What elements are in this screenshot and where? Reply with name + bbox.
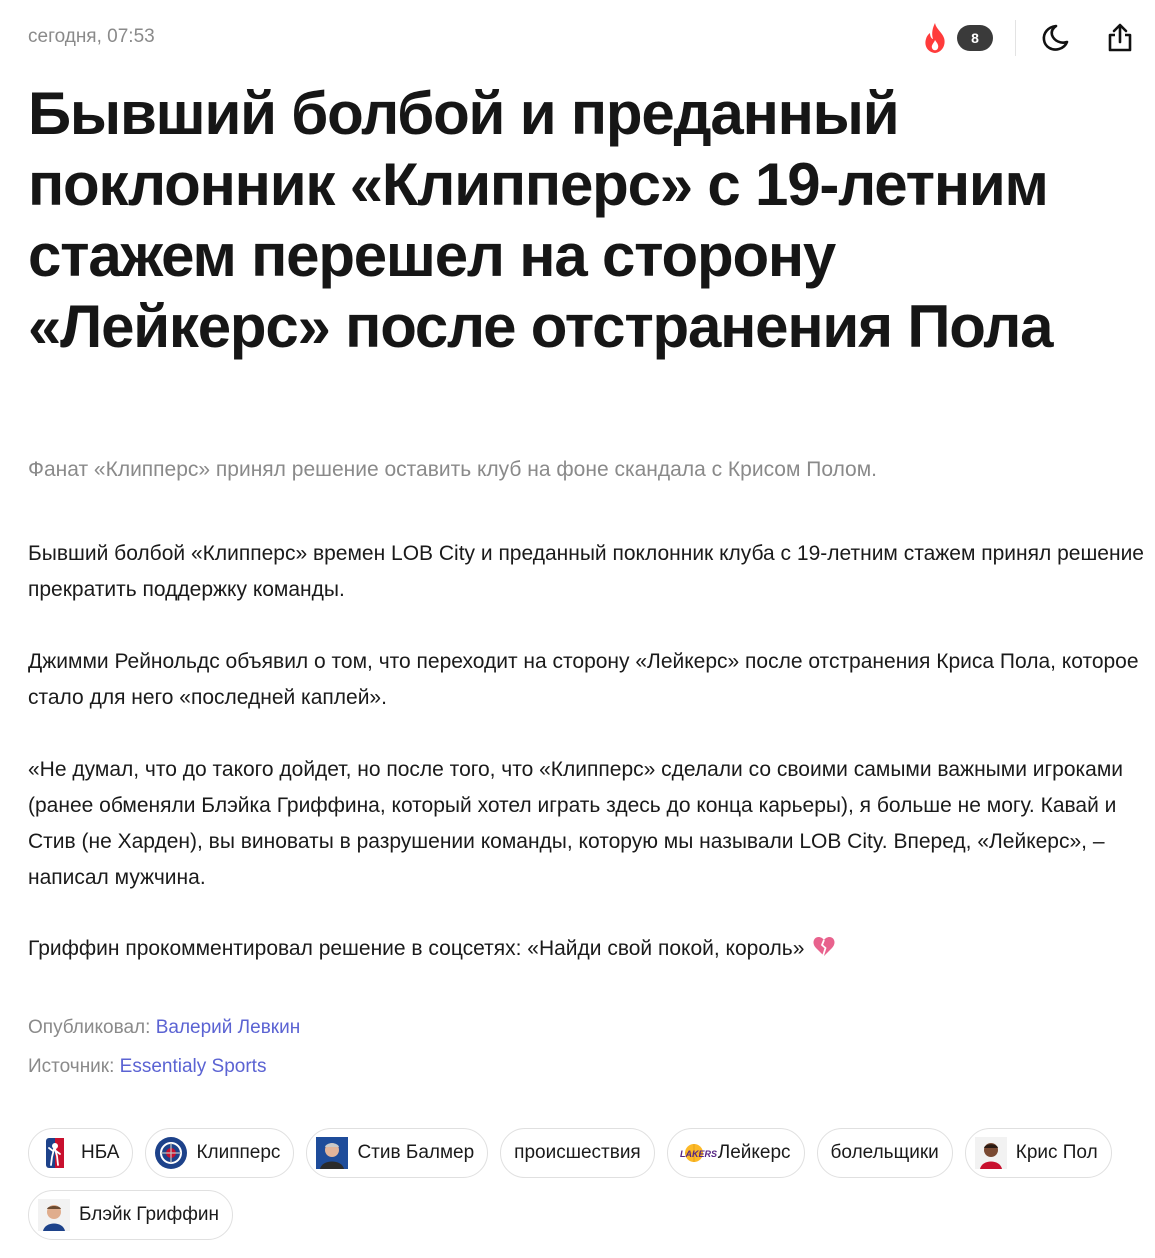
person-avatar-icon bbox=[316, 1137, 348, 1169]
person-avatar-icon bbox=[38, 1199, 70, 1231]
article-paragraph-text: Гриффин прокомментировал решение в соцсетях: «Найди свой покой, король» bbox=[28, 937, 805, 960]
svg-text:LAKERS: LAKERS bbox=[679, 1149, 717, 1159]
dark-mode-button[interactable] bbox=[1036, 20, 1072, 56]
tag-blake-griffin[interactable] bbox=[28, 1190, 233, 1240]
tag-label: Крис Пол bbox=[1015, 1142, 1098, 1163]
author-link[interactable]: Валерий Левкин bbox=[155, 1017, 301, 1038]
article-headline: Бывший болбой и преданный поклонник «Клипперс» с 19-летним стажем перешел на сторону «Лейкерс» после отстранения Пола bbox=[28, 80, 1053, 360]
lakers-logo-icon bbox=[677, 1137, 717, 1169]
tag-chris-paul[interactable] bbox=[965, 1128, 1112, 1178]
source-label: Источник: bbox=[28, 1056, 115, 1077]
moon-icon bbox=[1039, 23, 1069, 53]
tag-fans[interactable] bbox=[817, 1128, 953, 1178]
hot-indicator[interactable] bbox=[921, 22, 993, 54]
broken-heart-icon bbox=[812, 936, 836, 958]
published-by-line bbox=[28, 1015, 300, 1041]
share-button[interactable] bbox=[1102, 20, 1138, 56]
tag-label: происшествия bbox=[514, 1142, 641, 1163]
publish-timestamp: сегодня, 07:53 bbox=[28, 26, 155, 47]
article-paragraph: Джимми Рейнольдс объявил о том, что переходит на сторону «Лейкерс» после отстранения Криса Пола, которое стало для него «последней каплей». bbox=[28, 650, 1139, 709]
article-paragraph: «Не думал, что до такого дойдет, но после того, что «Клипперс» сделали со своими самыми важными игроками (ранее обменяли Блэйка Гриффина, который хотел играть здесь до конца карьеры), я больше не могу. Кавай и Стив (не Харден), вы виноваты в разрушении команды, которую мы называли LOB City. Вперед, «Лейкерс», – написал мужчина. bbox=[28, 758, 1124, 889]
nba-logo-icon bbox=[43, 1137, 67, 1169]
article-toolbar bbox=[921, 18, 1138, 58]
article-lead: Фанат «Клипперс» принял решение оставить клуб на фоне скандала с Крисом Полом. bbox=[28, 458, 878, 481]
fire-icon bbox=[921, 22, 949, 54]
tag-label: болельщики bbox=[830, 1142, 939, 1163]
tag-label: НБА bbox=[81, 1142, 120, 1163]
tag-lakers[interactable] bbox=[667, 1128, 805, 1178]
tag-incidents[interactable] bbox=[500, 1128, 655, 1178]
tag-nba[interactable] bbox=[28, 1128, 133, 1178]
share-icon bbox=[1106, 23, 1134, 53]
tag-steve-ballmer[interactable] bbox=[306, 1128, 488, 1178]
article-paragraph-with-emoji bbox=[28, 931, 1146, 967]
source-link[interactable]: Essentialy Sports bbox=[119, 1056, 267, 1077]
published-by-label: Опубликовал: bbox=[28, 1017, 151, 1038]
tag-label: Стив Балмер bbox=[357, 1142, 475, 1163]
person-avatar-icon bbox=[975, 1137, 1007, 1169]
tag-label: Клипперс bbox=[196, 1142, 281, 1163]
tag-clippers[interactable] bbox=[145, 1128, 294, 1178]
clippers-logo-icon bbox=[155, 1137, 187, 1169]
toolbar-divider bbox=[1015, 20, 1016, 56]
source-line bbox=[28, 1054, 266, 1080]
tag-label: Блэйк Гриффин bbox=[79, 1204, 220, 1225]
article-meta-row bbox=[28, 22, 1138, 54]
tag-label: Лейкерс bbox=[717, 1142, 791, 1163]
article-paragraph: Бывший болбой «Клипперс» времен LOB City и преданный поклонник клуба с 19-летним стажем принял решение прекратить поддержку команды. bbox=[28, 542, 1144, 601]
hot-count-badge: 8 bbox=[957, 25, 993, 51]
tag-list bbox=[28, 1128, 1138, 1240]
